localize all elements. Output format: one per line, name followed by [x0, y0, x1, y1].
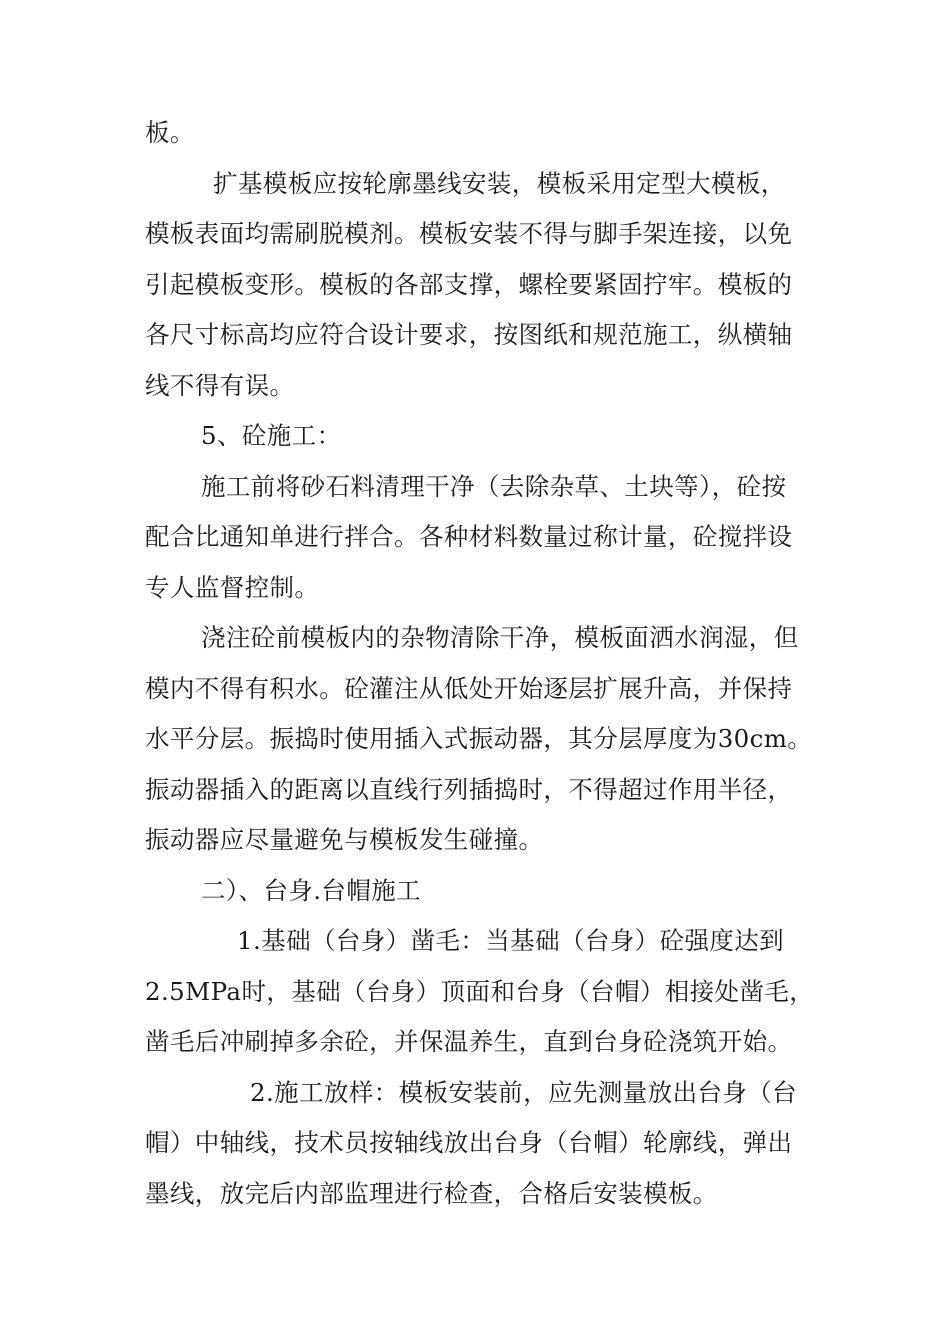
section-heading-abutment: [145, 866, 820, 917]
paragraph-concrete-prep: [145, 462, 820, 614]
text-line: 振动器插入的距离以直线行列插捣时，不得超过作用半径，: [145, 774, 793, 804]
text-line: 凿毛后冲刷掉多余砼，并保温养生，直到台身砼浇筑开始。: [145, 1027, 793, 1056]
text-line: 水平分层。振捣时使用插入式振动器，其分层厚度为30cm。: [145, 724, 813, 753]
text-line: 模内不得有积水。砼灌注从低处开始逐层扩展升高，并保持: [145, 673, 793, 703]
text-line: 1.基础（台身）凿毛：当基础（台身）砼强度达到: [237, 926, 785, 955]
text-line: 扩基模板应按轮廓墨线安装，模板采用定型大模板，: [213, 168, 786, 198]
text-line: 配合比通知单进行拌合。各种材料数量过称计量，砼搅拌设: [145, 522, 793, 551]
document-body: [145, 108, 820, 1219]
text-line: 施工前将砂石料清理干净（去除杂草、土块等），砼按: [201, 471, 787, 501]
text-line: 板。: [145, 118, 195, 147]
paragraph-layout: [145, 1068, 820, 1220]
paragraph-formwork: [145, 159, 820, 412]
text-line: 各尺寸标高均应符合设计要求，按图纸和规范施工，纵横轴: [145, 320, 793, 349]
text-line: 振动器应尽量避免与模板发生碰撞。: [145, 825, 544, 854]
text-line: 墨线，放完后内部监理进行检查，合格后安装模板。: [145, 1178, 718, 1208]
text-line: 二）、台身.台帽施工: [201, 875, 422, 905]
paragraph-chiseling: [145, 916, 820, 1068]
paragraph-pouring: [145, 613, 820, 866]
text-line: 模板表面均需刷脱模剂。模板安装不得与脚手架连接，以免: [145, 219, 793, 248]
text-line: 帽）中轴线，技术员按轴线放出台身（台帽）轮廓线，弹出: [145, 1128, 793, 1157]
text-line: 浇注砼前模板内的杂物清除干净，模板面洒水润湿，但: [201, 623, 799, 652]
text-line: 5、砼施工：: [201, 421, 342, 450]
section-heading-concrete: [145, 411, 820, 462]
text-line: 线不得有误。: [145, 370, 295, 400]
text-line: 2.5MPa时，基础（台身）顶面和台身（台帽）相接处凿毛，: [145, 976, 815, 1006]
paragraph-continuation: [145, 108, 820, 159]
text-line: 引起模板变形。模板的各部支撑，螺栓要紧固拧牢。模板的: [145, 269, 793, 299]
text-line: 专人监督控制。: [145, 572, 320, 602]
text-line: 2.施工放样：模板安装前，应先测量放出台身（台: [250, 1077, 798, 1107]
